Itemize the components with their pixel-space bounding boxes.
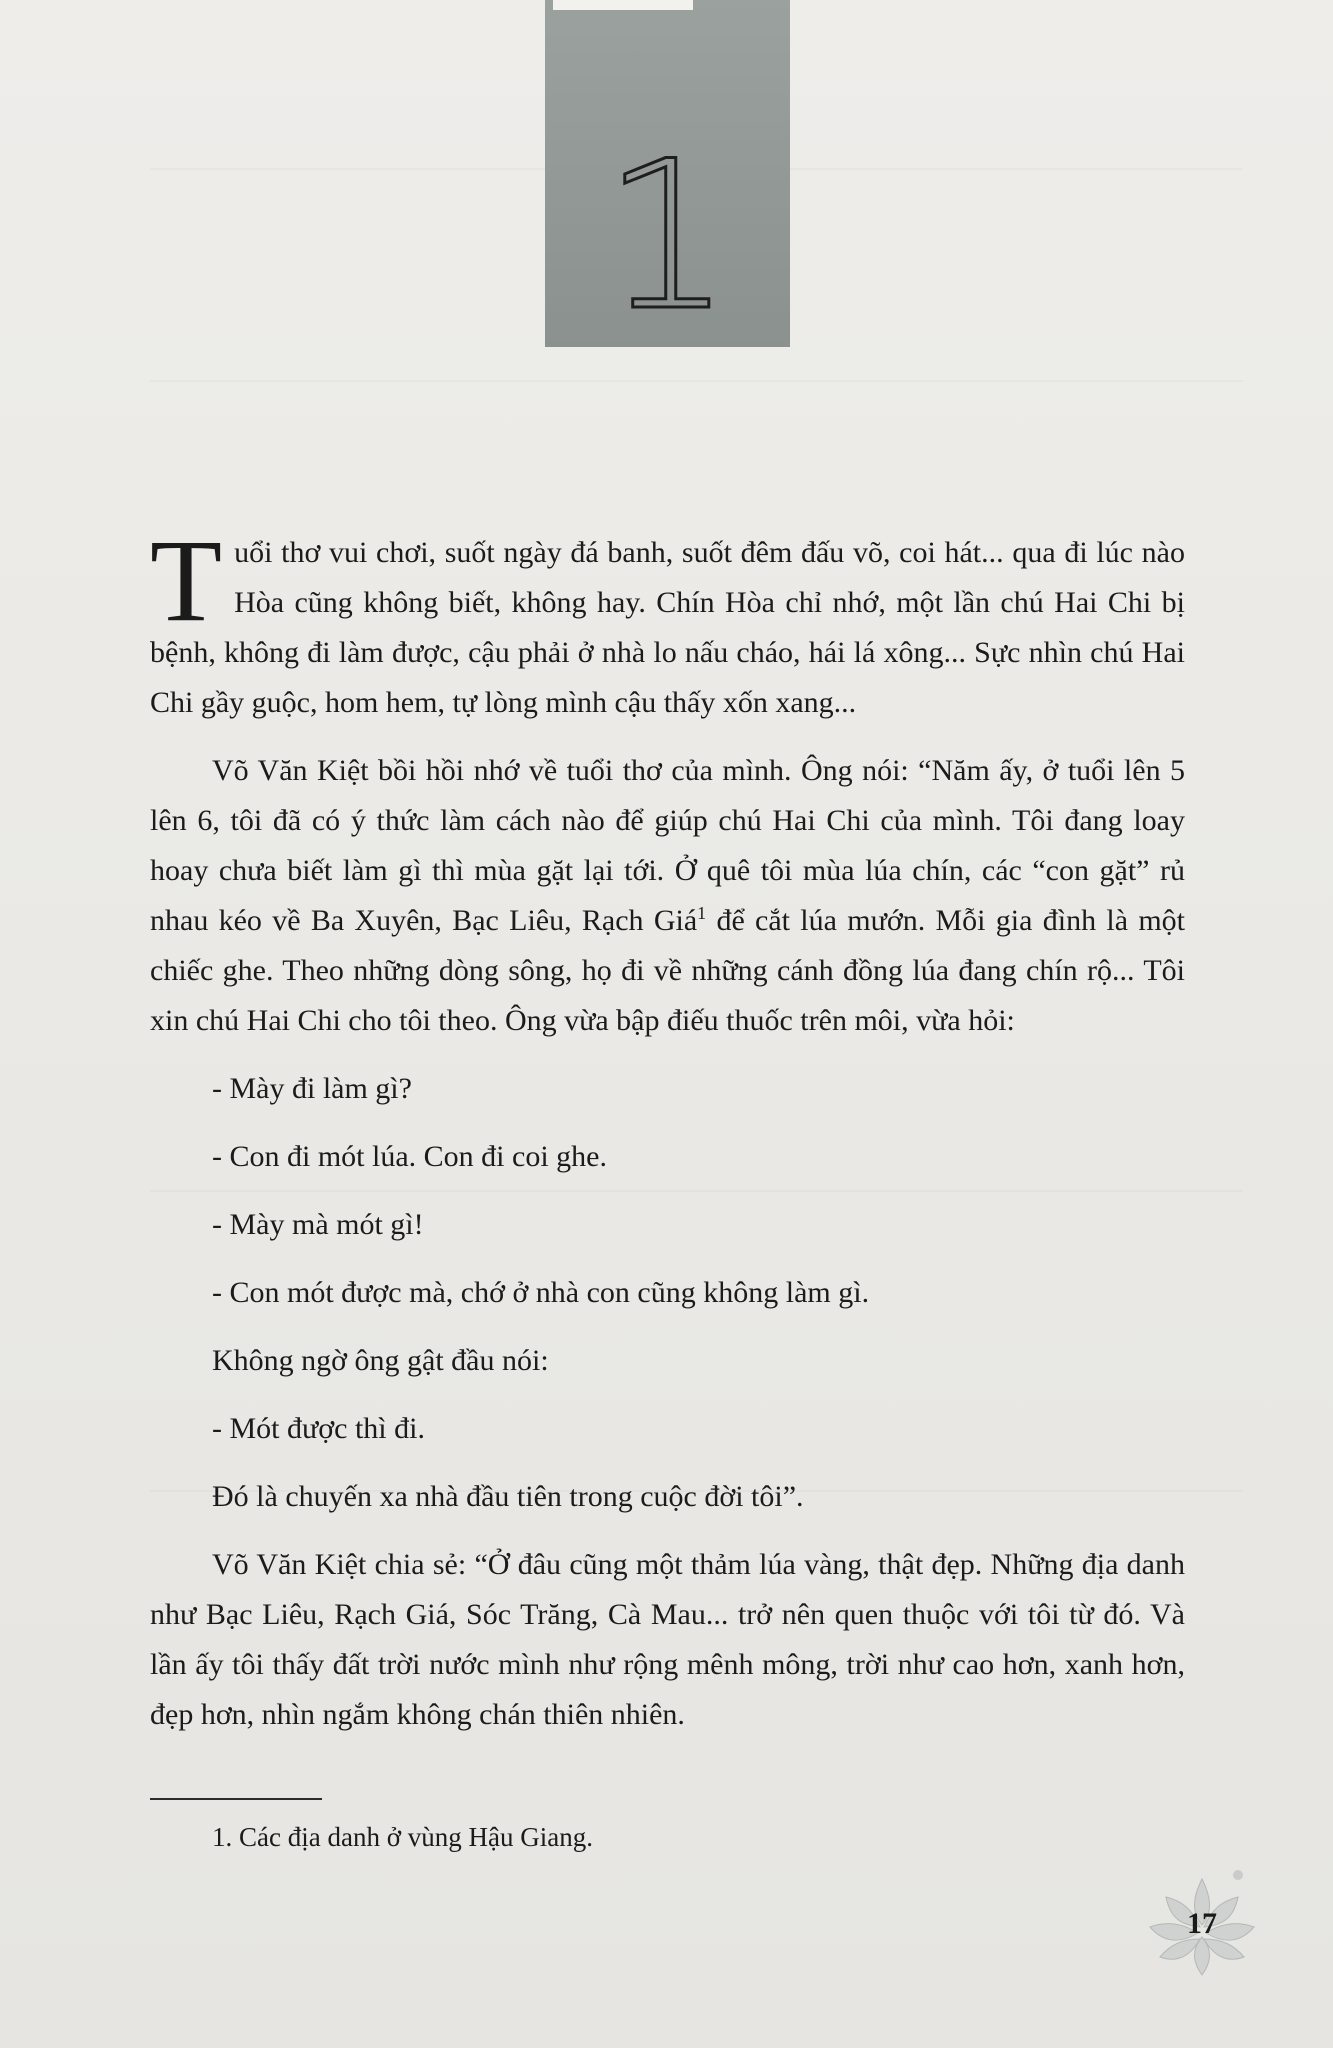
paragraph-2-text-b: để cắt lúa mướn. Mỗi gia đình là một chiếc ghe. Theo những dòng sông, họ đi về những cánh đồng lúa đang chín rộ... Tôi xin chú Hai Chi cho tôi theo. Ông vừa bập điếu thuốc trên môi, vừa hỏi: [150,904,1185,1037]
footnote-marker: 1 [697,903,707,923]
dialogue-line-6: - Mót được thì đi. [212,1412,425,1445]
drop-cap: T [150,515,223,646]
paragraph-2 [150,746,1185,1046]
opening-paragraph-text: uổi thơ vui chơi, suốt ngày đá banh, suốt đêm đấu võ, coi hát... qua đi lúc nào Hòa cũng không biết, không hay. Chín Hòa chỉ nhớ, một lần chú Hai Chi bị bệnh, không đi làm được, cậu phải ở nhà lo nấu cháo, hái lá xông... Sực nhìn chú Hai Chi gầy guộc, hom hem, tự lòng mình cậu thấy xốn xang... [150,536,1185,719]
dialogue-line-1: - Mày đi làm gì? [212,1072,412,1105]
bleed-through-line [150,380,1243,382]
dialogue-line-4: - Con mót được mà, chớ ở nhà con cũng không làm gì. [212,1276,870,1309]
dialogue-line-3: - Mày mà mót gì! [212,1208,424,1241]
page-number: 17 [1187,1907,1217,1940]
footnote: 1. Các địa danh ở vùng Hậu Giang. [212,1822,593,1852]
narration-line-5: Không ngờ ông gật đầu nói: [212,1344,549,1377]
chapter-box-notch [553,0,693,10]
dialogue-line-2: - Con đi mót lúa. Con đi coi ghe. [212,1140,607,1173]
chapter-header-box [545,0,790,356]
chapter-number: 1 [602,118,733,356]
footnote-divider [150,1798,322,1800]
narration-line-7: Đó là chuyến xa nhà đầu tiên trong cuộc đời tôi”. [212,1480,804,1513]
paragraph-2-text-a: Võ Văn Kiệt bồi hồi nhớ về tuổi thơ của mình. Ông nói: “Năm ấy, ở tuổi lên 5 lên 6, tôi đã có ý thức làm cách nào để giúp chú Hai Chi của mình. Tôi đang loay hoay chưa biết làm gì thì mùa gặt lại tới. Ở quê tôi mùa lúa chín, các “con gặt” rủ nhau kéo về Ba Xuyên, Bạc Liêu, Rạch Giá [150,754,1185,937]
closing-paragraph: Võ Văn Kiệt chia sẻ: “Ở đâu cũng một thảm lúa vàng, thật đẹp. Những địa danh như Bạc Liêu, Rạch Giá, Sóc Trăng, Cà Mau... trở nên quen thuộc với tôi từ đó. Và lần ấy tôi thấy đất trời nước mình như rộng mênh mông, trời như cao hơn, xanh hơn, đẹp hơn, nhìn ngắm không chán thiên nhiên. [150,1548,1185,1731]
opening-paragraph [150,515,1185,728]
body-text [150,515,1185,1740]
